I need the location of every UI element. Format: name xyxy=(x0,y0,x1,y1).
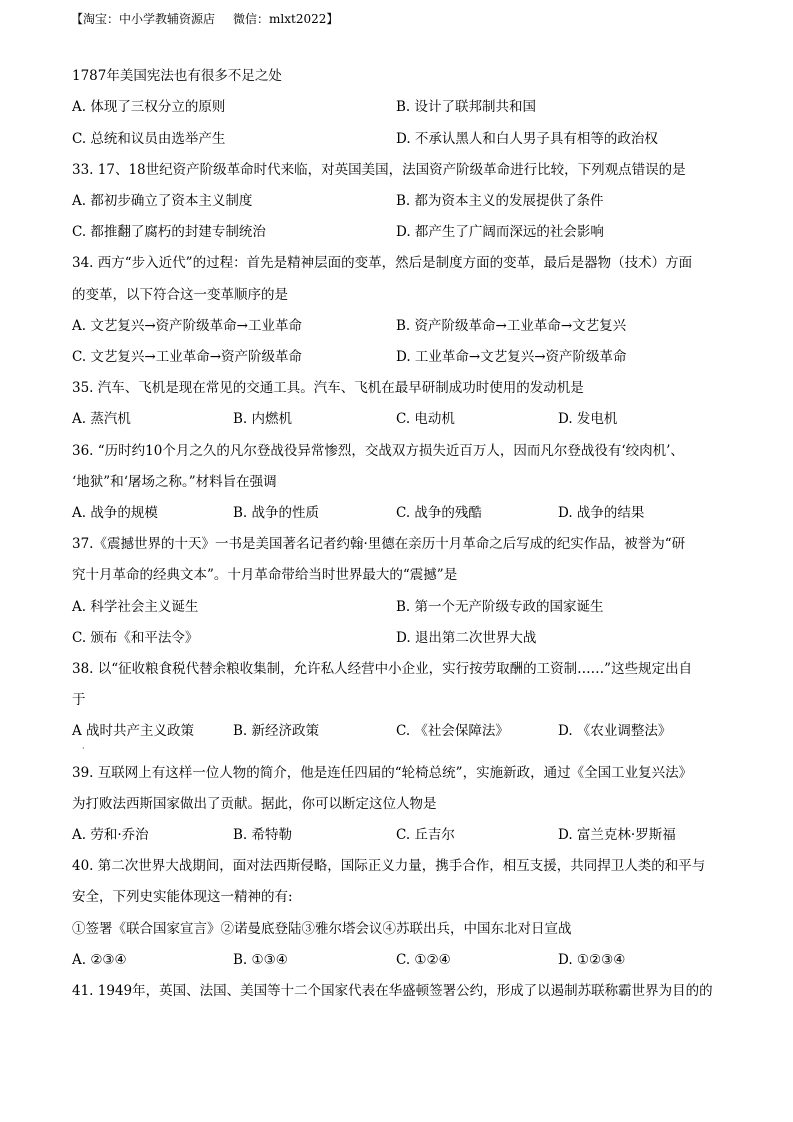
q40-option-a: A. ②③④ xyxy=(72,952,127,968)
q37-option-c: C. 颁布《和平法令》 xyxy=(72,630,199,646)
q40-option-c: C. ①②④ xyxy=(396,952,451,968)
q36-stem-line2: ‘地狱”和‘屠场之称。”材料旨在强调 xyxy=(72,474,277,490)
q39-option-b: B. 希特勒 xyxy=(233,827,293,843)
q38-option-b: B. 新经济政策 xyxy=(233,723,320,739)
q32-option-d: D. 不承认黑人和白人男子具有相等的政治权 xyxy=(396,131,658,147)
q34-stem-line1: 34. 西方“步入近代”的过程：首先是精神层面的变革，然后是制度方面的变革，最后是器物（技术）方面 xyxy=(72,255,693,271)
q36-stem-line1: 36. “历时约10个月之久的凡尔登战役异常惨烈，交战双方损失近百万人，因而凡尔登战役有‘绞肉机’、 xyxy=(72,443,684,459)
q36-option-c: C. 战争的残酷 xyxy=(396,505,482,521)
q32-option-a: A. 体现了三权分立的原则 xyxy=(72,99,226,115)
q32-option-b: B. 设计了联邦制共和国 xyxy=(396,99,537,115)
q39-stem-line2: 为打败法西斯国家做出了贡献。据此，你可以断定这位人物是 xyxy=(72,796,437,812)
q38-option-c: C. 《社会保障法》 xyxy=(396,723,509,739)
q33-option-c: C. 都推翻了腐朽的封建专制统治 xyxy=(72,224,266,240)
q39-option-a: A. 劳和·乔治 xyxy=(72,827,149,843)
q38-stem-line1: 38. 以“征收粮食税代替余粮收集制，允许私人经营中小企业，实行按劳取酬的工资制……”这些规定出自 xyxy=(72,661,693,677)
q34-option-a: A. 文艺复兴→资产阶级革命→工业革命 xyxy=(72,318,302,334)
q38-option-a: A 战时共产主义政策 xyxy=(72,723,195,739)
q36-option-d: D. 战争的结果 xyxy=(558,505,645,521)
q37-option-d: D. 退出第二次世界大战 xyxy=(396,630,537,646)
q33-option-b: B. 都为资本主义的发展提供了条件 xyxy=(396,193,604,209)
q40-option-d: D. ①②③④ xyxy=(558,952,626,968)
q39-stem-line1: 39. 互联网上有这样一位人物的简介，他是连任四届的“轮椅总统”，实施新政，通过《全国工业复兴法》 xyxy=(72,765,693,781)
q40-stem-line2: 安全，下列史实能体现这一精神的有: xyxy=(72,889,293,905)
page-header xyxy=(71,11,338,27)
q33-option-a: A. 都初步确立了资本主义制度 xyxy=(72,193,253,209)
q38-option-d: D. 《农业调整法》 xyxy=(558,723,672,739)
q40-option-b: B. ①③④ xyxy=(233,952,288,968)
q34-option-c: C. 文艺复兴→工业革命→资产阶级革命 xyxy=(72,349,303,365)
q37-option-a: A. 科学社会主义诞生 xyxy=(72,599,199,615)
q35-option-b: B. 内燃机 xyxy=(233,411,293,427)
q38-stem-line2: 于 xyxy=(72,692,86,708)
q36-option-b: B. 战争的性质 xyxy=(233,505,320,521)
q35-option-d: D. 发电机 xyxy=(558,411,618,427)
header-wechat: 微信：mlxt2022】 xyxy=(233,12,339,26)
q40-stem-line3: ①签署《联合国家宣言》②诺曼底登陆③雅尔塔会议④苏联出兵，中国东北对日宣战 xyxy=(72,921,572,937)
header-shop: 【淘宝：中小学教辅资源店 xyxy=(71,12,216,26)
q39-option-d: D. 富兰克林·罗斯福 xyxy=(558,827,676,843)
q35-option-a: A. 蒸汽机 xyxy=(72,411,131,427)
q36-option-a: A. 战争的规模 xyxy=(72,505,158,521)
q37-stem-line1: 37.《震撼世界的十天》一书是美国著名记者约翰·里德在亲历十月革命之后写成的纪实作品，被誉为“研 xyxy=(72,536,686,552)
q41-stem-line1: 41. 1949年，英国、法国、美国等十二个国家代表在华盛顿签署公约，形成了以遏制苏联称霸世界为目的的 xyxy=(72,983,713,999)
q33-option-d: D. 都产生了广阔而深远的社会影响 xyxy=(396,224,604,240)
q34-option-b: B. 资产阶级革命→工业革命→文艺复兴 xyxy=(396,318,627,334)
q32-tail: 1787年美国宪法也有很多不足之处 xyxy=(72,68,282,84)
q35-stem: 35. 汽车、飞机是现在常见的交通工具。汽车、飞机在最早研制成功时使用的发动机是 xyxy=(72,380,584,396)
q35-option-c: C. 电动机 xyxy=(396,411,455,427)
stray-dot: · xyxy=(82,744,85,753)
q34-option-d: D. 工业革命→文艺复兴→资产阶级革命 xyxy=(396,349,627,365)
q34-stem-line2: 的变革，以下符合这一变革顺序的是 xyxy=(72,287,288,303)
q37-option-b: B. 第一个无产阶级专政的国家诞生 xyxy=(396,599,604,615)
q40-stem-line1: 40. 第二次世界大战期间，面对法西斯侵略，国际正义力量，携手合作，相互支援，共同捍卫人类的和平与 xyxy=(72,858,706,874)
q37-stem-line2: 究十月革命的经典文本”。十月革命带给当时世界最大的“震撼”是 xyxy=(72,567,458,583)
q39-option-c: C. 丘吉尔 xyxy=(396,827,455,843)
q32-option-c: C. 总统和议员由选举产生 xyxy=(72,131,226,147)
q33-stem: 33. 17、18世纪资产阶级革命时代来临，对英国美国，法国资产阶级革命进行比较，下列观点错误的是 xyxy=(72,162,686,178)
